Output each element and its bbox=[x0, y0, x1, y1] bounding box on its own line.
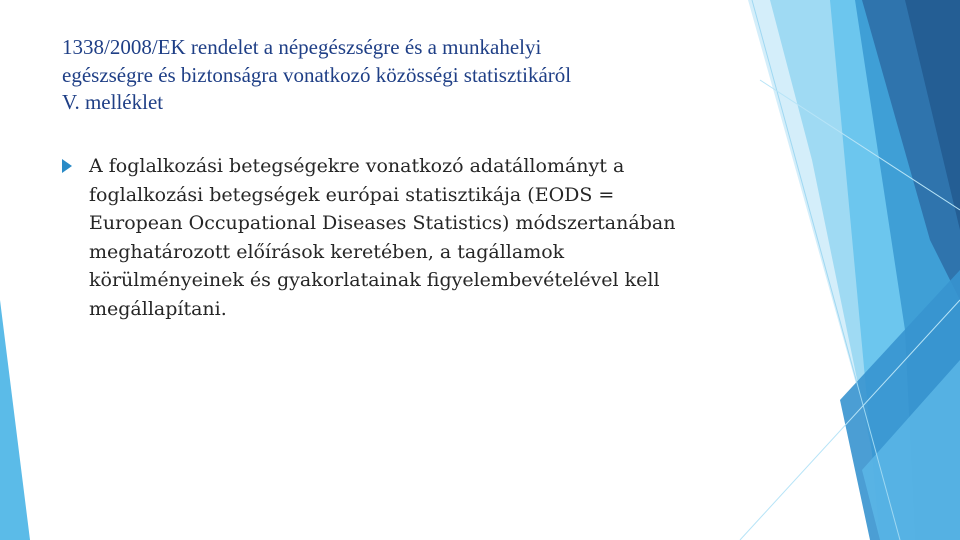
bullet-line-3: European Occupational Diseases Statistics) módszertanában bbox=[89, 212, 676, 234]
bullet-line-4: meghatározott előírások keretében, a tagállamok bbox=[89, 240, 565, 263]
bullet-line-5: körülményeinek és gyakorlatainak figyelembevételével kell bbox=[89, 269, 660, 291]
title-line-3: V. melléklet bbox=[62, 90, 164, 114]
triangle-right-icon bbox=[62, 159, 72, 173]
title-line-1: 1338/2008/EK rendelet a népegészségre és a munkahelyi bbox=[62, 35, 542, 59]
bullet-line-2: foglalkozási betegségek európai statisztikája (EODS = bbox=[89, 183, 615, 206]
bullet-line-1: A foglalkozási betegségekre vonatkozó adatállományt a bbox=[89, 155, 625, 177]
bullet-text bbox=[89, 152, 769, 323]
title-line-2: egészségre és biztonságra vonatkozó közösségi statisztikáról bbox=[62, 62, 572, 87]
bullet-line-6: megállapítani. bbox=[89, 297, 227, 320]
left-edge-accent bbox=[0, 300, 30, 540]
slide-title bbox=[62, 34, 742, 117]
